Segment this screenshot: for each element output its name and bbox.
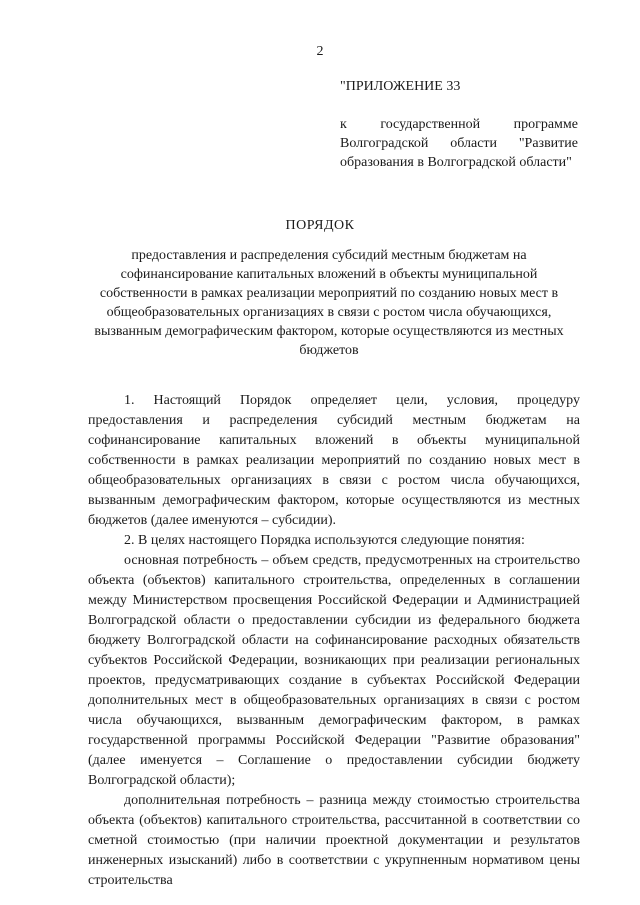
- appendix-title: "ПРИЛОЖЕНИЕ 33: [340, 79, 461, 94]
- paragraph-definition-additional-need: дополнительная потребность – разница между стоимостью строительства объекта (объектов) капитального строительства, рассчитанной в соответствии со сметной стоимостью (при наличии проектной документации и результатов инженерных изысканий) либо в соответствии с укрупненным нормативом цены строительства: [88, 793, 580, 888]
- paragraph-definition-basic-need: основная потребность – объем средств, предусмотренных на строительство объекта (объектов) капитального строительства, определенных в соглашении между Министерством просвещения Российской Федерации и Администрацией Волгоградской области о предоставлении субсидии из федерального бюджета бюджету Волгоградской области на софинансирование расходных обязательств субъектов Российской Федерации, возникающих при реализации региональных проектов, предусматривающих создание в субъектах Российской Федерации дополнительных мест в общеобразовательных организациях в связи с ростом числа обучающихся, вызванным демографическим фактором, в рамках государственной программы Российской Федерации "Развитие образования" (далее именуется – Соглашение о предоставлении субсидии бюджету Волгоградской области);: [88, 553, 580, 788]
- appendix-reference: к государственной программе Волгоградской области "Развитие образования в Волгоградской области": [340, 117, 578, 170]
- page-number: 2: [316, 44, 324, 59]
- document-subtitle: предоставления и распределения субсидий местным бюджетам на софинансирование капитальных вложений в объекты муниципальной собственности в рамках реализации мероприятий по созданию новых мест в общеобразовательных организациях в связи с ростом числа обучающихся, вызванным демографическим фактором, которые осуществляются из местных бюджетов: [94, 248, 564, 358]
- document-body: [88, 391, 580, 891]
- appendix-block: [340, 77, 578, 172]
- paragraph-1: 1. Настоящий Порядок определяет цели, условия, процедуру предоставления и распределения субсидий местным бюджетам на софинансирование капитальных вложений в объекты муниципальной собственности в рамках реализации мероприятий по созданию новых мест в общеобразовательных организациях в связи с ростом числа обучающихся, вызванным демографическим фактором, которые осуществляются из местных бюджетов (далее именуются – субсидии).: [88, 393, 580, 528]
- document-title: ПОРЯДОК: [285, 218, 355, 233]
- paragraph-2: 2. В целях настоящего Порядка используются следующие понятия:: [124, 533, 525, 548]
